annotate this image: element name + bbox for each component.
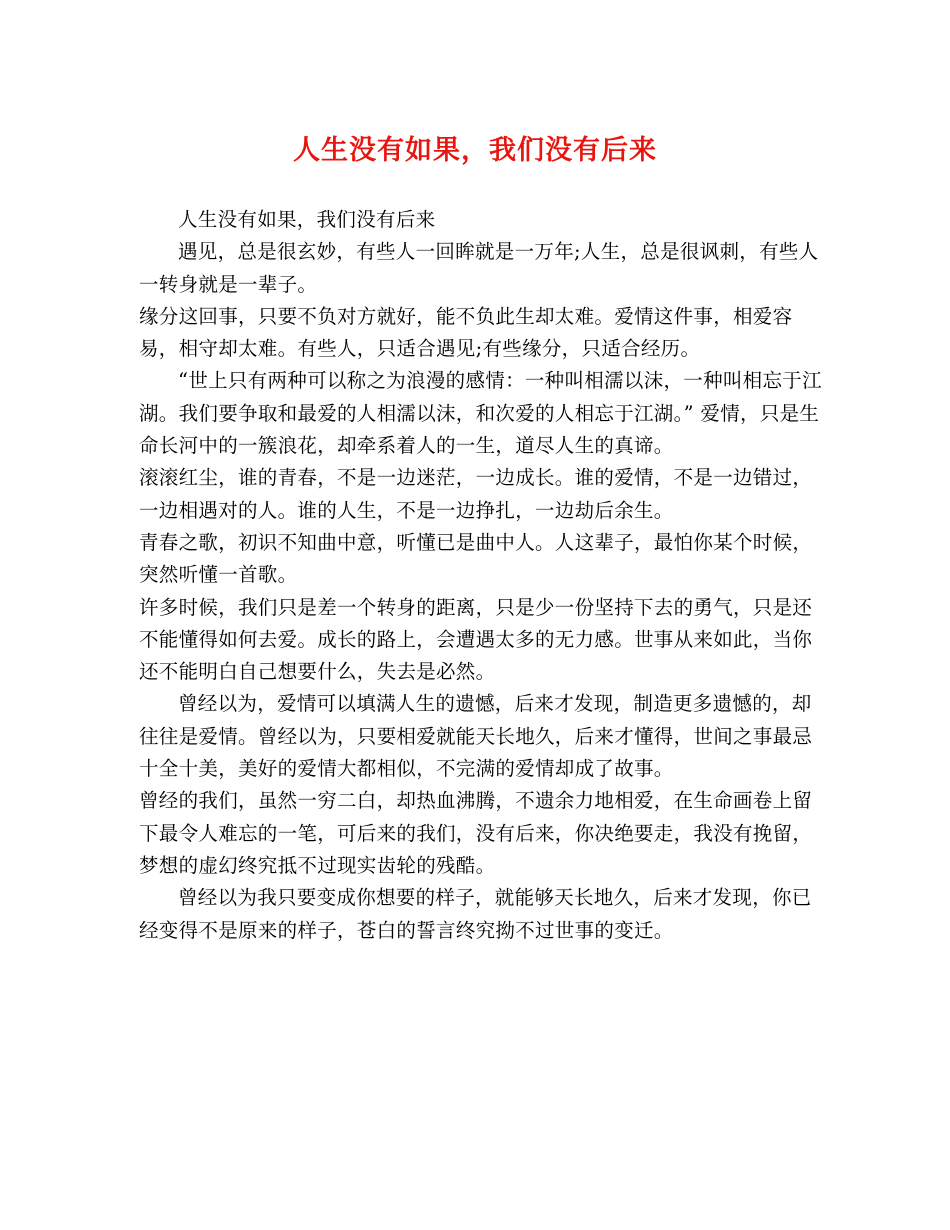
paragraph: 遇见，总是很玄妙，有些人一回眸就是一万年;人生，总是很讽刺，有些人一转身就是一辈子。	[139, 240, 819, 296]
paragraph: 人生没有如果，我们没有后来	[178, 208, 436, 231]
paragraph: 滚滚红尘，谁的青春，不是一边迷茫，一边成长。谁的爱情，不是一边错过，一边相遇对的人。谁的人生，不是一边挣扎，一边劫后余生。	[139, 466, 813, 522]
paragraph: 曾经以为我只要变成你想要的样子，就能够天长地久，后来才发现，你已经变得不是原来的样子，苍白的誓言终究拗不过世事的变迁。	[139, 886, 812, 942]
document-body	[139, 204, 829, 947]
paragraph: 曾经以为，爱情可以填满人生的遗憾，后来才发现，制造更多遗憾的，却往往是爱情。曾经以为，只要相爱就能天长地久，后来才懂得，世间之事最忌十全十美，美好的爱情大都相似，不完满的爱情却成了故事。	[139, 692, 813, 781]
paragraph: 许多时候，我们只是差一个转身的距离，只是少一份坚持下去的勇气，只是还不能懂得如何去爱。成长的路上，会遭遇太多的无力感。世事从来如此，当你还不能明白自己想要什么，失去是必然。	[139, 595, 813, 684]
document-title: 人生没有如果，我们没有后来	[293, 135, 657, 166]
paragraph: 缘分这回事，只要不负对方就好，能不负此生却太难。爱情这件事，相爱容易，相守却太难。有些人，只适合遇见;有些缘分，只适合经历。	[139, 304, 793, 361]
paragraph: “世上只有两种可以称之为浪漫的感情：一种叫相濡以沫，一种叫相忘于江湖。我们要争取和最爱的人相濡以沫，和次爱的人相忘于江湖。” 爱情，只是生命长河中的一簇浪花，却牵系着人的一生，道尽人生的真谛。	[139, 369, 822, 458]
paragraph: 曾经的我们，虽然一穷二白，却热血沸腾，不遗余力地相爱，在生命画卷上留下最令人难忘的一笔，可后来的我们，没有后来，你决绝要走，我没有挽留，梦想的虚幻终究抵不过现实齿轮的残酷。	[139, 789, 813, 877]
paragraph: 青春之歌，初识不知曲中意，听懂已是曲中人。人这辈子，最怕你某个时候，突然听懂一首歌。	[139, 530, 813, 587]
